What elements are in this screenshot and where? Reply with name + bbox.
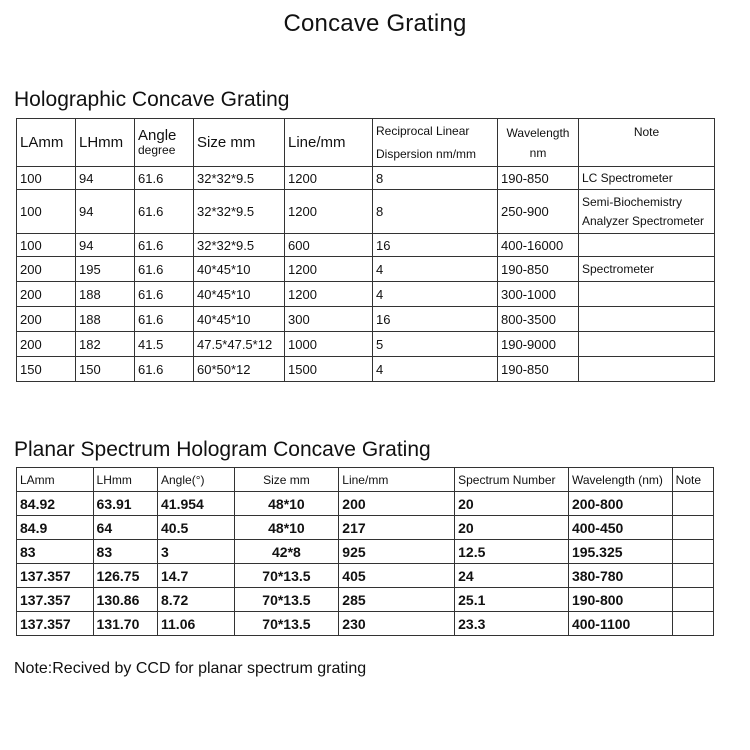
table-row: [17, 307, 715, 332]
page-title: Concave Grating: [283, 10, 467, 37]
cell-wavelength: 190-800: [568, 588, 672, 612]
cell-lamm: 83: [17, 540, 94, 564]
cell-size: 70*13.5: [234, 564, 339, 588]
cell-wavelength: 190-850: [498, 167, 579, 190]
table-row: [17, 234, 715, 257]
cell-lamm: 137.357: [17, 588, 94, 612]
cell-size: 70*13.5: [234, 588, 339, 612]
cell-angle: 41.954: [158, 492, 235, 516]
cell-angle: 8.72: [158, 588, 235, 612]
cell-size: 42*8: [234, 540, 339, 564]
cell-dispersion: 4: [373, 282, 498, 307]
header-angle-unit: degree: [138, 142, 176, 157]
cell-wavelength: 200-800: [568, 492, 672, 516]
cell-angle: 3: [158, 540, 235, 564]
cell-dispersion: 8: [373, 190, 498, 234]
holographic-grating-table: [16, 118, 715, 382]
cell-angle: 11.06: [158, 612, 235, 636]
cell-wavelength: 400-1100: [568, 612, 672, 636]
cell-wavelength: 400-16000: [498, 234, 579, 257]
cell-lamm: 137.357: [17, 612, 94, 636]
cell-angle: 61.6: [135, 234, 194, 257]
cell-note: [579, 357, 715, 382]
header-spectrum-number: Spectrum Number: [455, 468, 569, 492]
cell-wavelength: 400-450: [568, 516, 672, 540]
cell-lhmm: 83: [93, 540, 157, 564]
cell-lamm: 100: [17, 167, 76, 190]
cell-lhmm: 131.70: [93, 612, 157, 636]
cell-lhmm: 188: [76, 307, 135, 332]
cell-wavelength: 300-1000: [498, 282, 579, 307]
cell-line: 217: [339, 516, 455, 540]
cell-note: [579, 307, 715, 332]
cell-line: 285: [339, 588, 455, 612]
cell-lamm: 100: [17, 190, 76, 234]
cell-size: 32*32*9.5: [194, 167, 285, 190]
cell-wavelength: 190-9000: [498, 332, 579, 357]
table-row: [17, 167, 715, 190]
cell-angle: 61.6: [135, 190, 194, 234]
cell-lhmm: 64: [93, 516, 157, 540]
cell-note: [579, 332, 715, 357]
cell-angle: 61.6: [135, 282, 194, 307]
cell-line: 405: [339, 564, 455, 588]
holographic-section-title: Holographic Concave Grating: [14, 88, 290, 111]
planar-section-title: Planar Spectrum Hologram Concave Grating: [14, 438, 431, 461]
cell-note: [579, 234, 715, 257]
header-angle: [135, 119, 194, 167]
cell-dispersion: 4: [373, 257, 498, 282]
cell-lamm: 200: [17, 307, 76, 332]
cell-lamm: 100: [17, 234, 76, 257]
table-row: [17, 492, 714, 516]
cell-angle: 14.7: [158, 564, 235, 588]
cell-size: 32*32*9.5: [194, 234, 285, 257]
cell-size: 48*10: [234, 516, 339, 540]
cell-note: [579, 282, 715, 307]
cell-line: 925: [339, 540, 455, 564]
table-row: [17, 540, 714, 564]
cell-line: 1200: [285, 282, 373, 307]
header-line: Line/mm: [339, 468, 455, 492]
cell-angle: 40.5: [158, 516, 235, 540]
header-wavelength: Wavelength (nm): [568, 468, 672, 492]
cell-lamm: 84.92: [17, 492, 94, 516]
header-size: Size mm: [194, 119, 285, 167]
cell-line: 600: [285, 234, 373, 257]
cell-line: 300: [285, 307, 373, 332]
cell-size: 32*32*9.5: [194, 190, 285, 234]
cell-lhmm: 130.86: [93, 588, 157, 612]
cell-line: 1500: [285, 357, 373, 382]
table-row: [17, 332, 715, 357]
table-row: [17, 257, 715, 282]
header-line: Line/mm: [285, 119, 373, 167]
cell-note: [672, 492, 713, 516]
cell-lhmm: 94: [76, 190, 135, 234]
cell-lhmm: 188: [76, 282, 135, 307]
cell-lhmm: 94: [76, 234, 135, 257]
cell-wavelength: 190-850: [498, 257, 579, 282]
table-header-row: [17, 119, 715, 167]
header-dispersion: Reciprocal Linear Dispersion nm/mm: [373, 119, 498, 167]
cell-lhmm: 94: [76, 167, 135, 190]
cell-lhmm: 182: [76, 332, 135, 357]
cell-spectrum-number: 24: [455, 564, 569, 588]
cell-dispersion: 16: [373, 234, 498, 257]
cell-wavelength: 800-3500: [498, 307, 579, 332]
cell-line: 200: [339, 492, 455, 516]
header-lamm: LAmm: [17, 119, 76, 167]
cell-dispersion: 5: [373, 332, 498, 357]
cell-lhmm: 150: [76, 357, 135, 382]
table-row: [17, 282, 715, 307]
header-note: Note: [672, 468, 713, 492]
cell-note: [672, 564, 713, 588]
cell-line: 1200: [285, 190, 373, 234]
cell-wavelength: 195.325: [568, 540, 672, 564]
cell-wavelength: 190-850: [498, 357, 579, 382]
cell-lamm: 150: [17, 357, 76, 382]
cell-spectrum-number: 23.3: [455, 612, 569, 636]
header-lamm: LAmm: [17, 468, 94, 492]
cell-lamm: 200: [17, 282, 76, 307]
header-note: Note: [579, 119, 715, 167]
table-row: [17, 357, 715, 382]
planar-table-body: [17, 492, 714, 636]
cell-note: Spectrometer: [579, 257, 715, 282]
cell-line: 230: [339, 612, 455, 636]
cell-lamm: 200: [17, 257, 76, 282]
cell-lhmm: 63.91: [93, 492, 157, 516]
cell-spectrum-number: 12.5: [455, 540, 569, 564]
cell-size: 48*10: [234, 492, 339, 516]
cell-dispersion: 16: [373, 307, 498, 332]
cell-lhmm: 126.75: [93, 564, 157, 588]
cell-line: 1000: [285, 332, 373, 357]
table-row: [17, 564, 714, 588]
cell-line: 1200: [285, 257, 373, 282]
table-row: [17, 612, 714, 636]
cell-dispersion: 4: [373, 357, 498, 382]
planar-grating-table: [16, 467, 714, 636]
header-lhmm: LHmm: [93, 468, 157, 492]
table-row: [17, 516, 714, 540]
cell-line: 1200: [285, 167, 373, 190]
cell-angle: 61.6: [135, 167, 194, 190]
cell-lamm: 84.9: [17, 516, 94, 540]
cell-angle: 61.6: [135, 357, 194, 382]
cell-lamm: 137.357: [17, 564, 94, 588]
cell-dispersion: 8: [373, 167, 498, 190]
cell-note: [672, 516, 713, 540]
cell-note: [672, 612, 713, 636]
footer-note: Note:Recived by CCD for planar spectrum grating: [14, 660, 367, 677]
header-size: Size mm: [234, 468, 339, 492]
table-row: [17, 588, 714, 612]
header-angle-label: Angle: [138, 126, 177, 144]
cell-note: [672, 540, 713, 564]
cell-spectrum-number: 25.1: [455, 588, 569, 612]
holographic-table-body: [17, 167, 715, 382]
cell-note: Semi-Biochemistry Analyzer Spectrometer: [579, 190, 715, 234]
cell-spectrum-number: 20: [455, 492, 569, 516]
header-lhmm: LHmm: [76, 119, 135, 167]
cell-angle: 61.6: [135, 307, 194, 332]
cell-note: [672, 588, 713, 612]
cell-size: 70*13.5: [234, 612, 339, 636]
table-row: [17, 190, 715, 234]
cell-wavelength: 380-780: [568, 564, 672, 588]
cell-angle: 41.5: [135, 332, 194, 357]
cell-size: 40*45*10: [194, 282, 285, 307]
table-header-row: [17, 468, 714, 492]
header-angle: Angle(°): [158, 468, 235, 492]
header-wavelength: Wavelength nm: [498, 119, 579, 167]
cell-lamm: 200: [17, 332, 76, 357]
cell-spectrum-number: 20: [455, 516, 569, 540]
cell-size: 47.5*47.5*12: [194, 332, 285, 357]
cell-note: LC Spectrometer: [579, 167, 715, 190]
cell-size: 40*45*10: [194, 257, 285, 282]
cell-lhmm: 195: [76, 257, 135, 282]
cell-wavelength: 250-900: [498, 190, 579, 234]
cell-angle: 61.6: [135, 257, 194, 282]
cell-size: 60*50*12: [194, 357, 285, 382]
cell-size: 40*45*10: [194, 307, 285, 332]
